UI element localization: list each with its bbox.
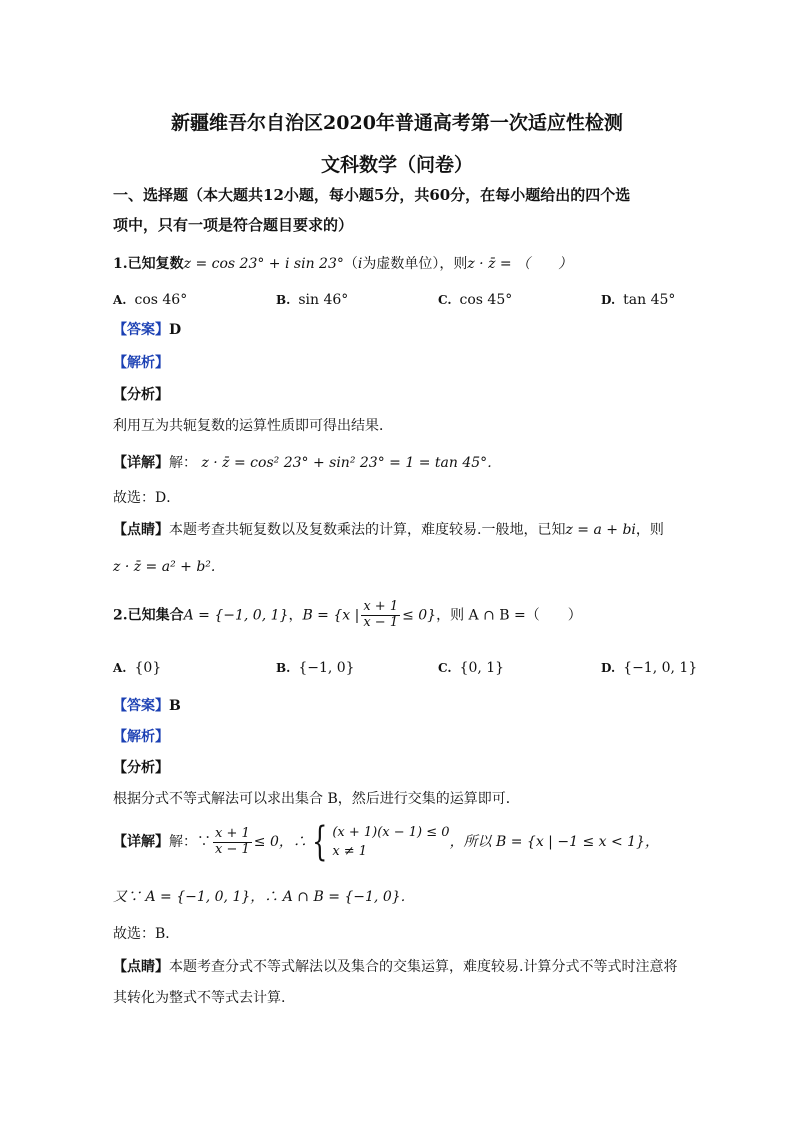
- q2-detail-fraction: [213, 827, 252, 858]
- q1-comment-b: ，则: [635, 522, 664, 538]
- q2-detail-suffix: ，所以 B = {x | −1 ≤ x < 1}，: [449, 834, 659, 850]
- section-heading-line2: 项中，只有一项是符合题目要求的）: [113, 216, 354, 234]
- q1-option-b: [276, 292, 348, 308]
- option-label: D.: [601, 293, 616, 307]
- q2-stem: 2.已知集合A = {−1, 0, 1}，B = {x | $\frac{x + 1}{x - 1}$ ≤ 0}，则 A ∩ B =（ ）: [113, 599, 582, 630]
- q2-option-a: [113, 660, 161, 676]
- q2-system: [332, 823, 449, 862]
- q1-stem-i: i: [357, 256, 363, 272]
- q2-stem-lead: 2.已知集合: [113, 607, 184, 624]
- q1-fenxi-tag: [113, 387, 169, 404]
- q2-answer: [113, 698, 181, 715]
- q2-analysis-tag: [113, 729, 169, 746]
- q1-detail: [113, 455, 501, 472]
- q2-fenxi-tag: [113, 760, 169, 777]
- analysis-tag: 【解析】: [113, 729, 169, 745]
- q1-analysis-tag: [113, 355, 169, 372]
- q2-option-d: [601, 660, 697, 676]
- q2-stem-end: ，则 A ∩ B =（ ）: [436, 607, 582, 624]
- q1-fenxi-text: 利用互为共轭复数的运算性质即可得出结果．: [113, 418, 393, 434]
- fraction-numerator: x + 1: [363, 599, 399, 614]
- q1-comment: [113, 522, 664, 539]
- q2-comment: [113, 959, 677, 976]
- system-brace: {: [311, 819, 328, 865]
- system-line1: (x + 1)(x − 1) ≤ 0: [332, 824, 450, 840]
- q2-comment-line1: 本题考查分式不等式解法以及集合的交集运算，难度较易.计算分式不等式时注意将: [169, 959, 678, 975]
- q1-comment-math: z = a + bi: [565, 522, 636, 538]
- option-text: cos 45°: [459, 292, 513, 308]
- q2-option-b: [276, 660, 355, 676]
- option-text: sin 46°: [298, 292, 349, 308]
- option-text: {−1, 0, 1}: [623, 660, 698, 676]
- answer-tag: 【答案】: [113, 322, 169, 338]
- page-subtitle: 文科数学（问卷）: [320, 154, 473, 176]
- q1-stem: [113, 256, 572, 273]
- option-label: A.: [113, 293, 127, 307]
- q2-option-c: [438, 660, 504, 676]
- option-text: cos 46°: [134, 292, 188, 308]
- option-label: B.: [276, 661, 291, 675]
- answer-tag: 【答案】: [113, 698, 169, 714]
- q2-detail-le: ≤ 0，∴: [253, 834, 307, 850]
- q1-option-d: [601, 292, 675, 308]
- detail-tag: 【详解】: [113, 834, 169, 850]
- q1-comment-a: 本题考查共轭复数以及复数乘法的计算，难度较易.一般地，已知: [169, 522, 566, 538]
- comment-tag: 【点睛】: [113, 522, 169, 538]
- q1-option-c: [438, 292, 512, 308]
- fraction-denominator: x − 1: [363, 614, 399, 630]
- answer-value: D: [169, 322, 182, 338]
- option-label: D.: [601, 661, 616, 675]
- option-label: C.: [438, 661, 452, 675]
- option-text: {−1, 0}: [298, 660, 355, 676]
- detail-tag: 【详解】: [113, 455, 169, 471]
- q2-set-b-fraction: [361, 600, 400, 631]
- q2-fenxi-text: 根据分式不等式解法可以求出集合 B，然后进行交集的运算即可．: [113, 791, 520, 807]
- section-heading-line1: 一、选择题（本大题共12小题，每小题5分，共60分，在每小题给出的四个选: [113, 186, 631, 204]
- q1-stem-paren: （: [343, 256, 358, 272]
- q2-set-b-suffix: ≤ 0}: [402, 607, 437, 624]
- option-label: A.: [113, 661, 127, 675]
- page-title: 新疆维吾尔自治区2020年普通高考第一次适应性检测: [171, 112, 623, 134]
- q1-option-a: [113, 292, 187, 308]
- analysis-tag: 【解析】: [113, 355, 169, 371]
- q1-detail-prefix: 解：: [169, 455, 197, 471]
- q2-conclusion: 故选：B．: [113, 926, 180, 942]
- fenxi-tag: 【分析】: [113, 760, 169, 776]
- q1-stem-lead: 1.已知复数: [113, 256, 184, 272]
- q1-conclusion: 故选：D．: [113, 490, 181, 506]
- q2-detail-line2: 又∵ A = {−1, 0, 1}，∴ A ∩ B = {−1, 0}．: [113, 889, 415, 905]
- fraction-denominator: x − 1: [215, 841, 250, 857]
- q1-stem-mid: 为虚数单位），则: [362, 256, 468, 272]
- system-line2: x ≠ 1: [332, 844, 368, 859]
- option-label: B.: [276, 293, 291, 307]
- option-text: {0}: [134, 660, 162, 676]
- q2-detail-prefix: 解：∵: [169, 834, 211, 850]
- option-text: tan 45°: [623, 292, 676, 308]
- q1-stem-math: z = cos 23° + i sin 23°: [183, 256, 344, 272]
- q2-detail: [113, 819, 659, 865]
- q2-set-a: A = {−1, 0, 1}: [183, 607, 289, 624]
- comment-tag: 【点睛】: [113, 959, 169, 975]
- answer-value: B: [169, 698, 181, 714]
- fenxi-tag: 【分析】: [113, 387, 169, 403]
- option-text: {0, 1}: [459, 660, 505, 676]
- option-label: C.: [438, 293, 452, 307]
- q1-comment-line2: z · z̄ = a² + b².: [113, 559, 216, 575]
- q1-answer: [113, 322, 181, 339]
- q2-set-b-prefix: B = {x |: [302, 607, 360, 624]
- q1-stem-end: z · z̄ = （ ）: [467, 256, 573, 272]
- q2-comment-line2: 其转化为整式不等式去计算.: [113, 990, 286, 1006]
- q1-detail-math: z · z̄ = cos² 23° + sin² 23° = 1 = tan 45°．: [201, 455, 502, 471]
- fraction-numerator: x + 1: [215, 825, 250, 841]
